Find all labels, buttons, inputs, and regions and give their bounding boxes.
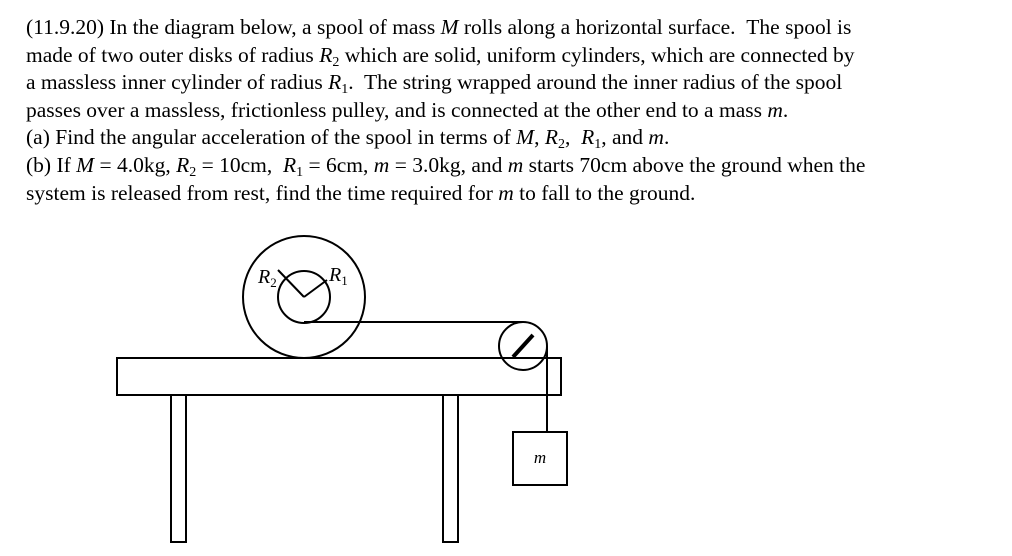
problem-line: (11.9.20) In the diagram below, a spool of mass M rolls along a horizontal surface. The spool is xyxy=(26,15,852,39)
table-leg-left xyxy=(171,395,186,542)
problem-line: made of two outer disks of radius $R_2$ which are solid, uniform cylinders, which are connected by xyxy=(26,42,855,70)
label-r2: $R_2$ xyxy=(258,266,277,290)
label-r1: $R_1$ xyxy=(329,264,348,288)
table-leg-right xyxy=(443,395,458,542)
table-top xyxy=(117,358,561,395)
mass-label: m xyxy=(533,448,547,467)
radius-r1-line xyxy=(304,280,327,297)
problem-line: a massless inner cylinder of radius $R_1$. The string wrapped around the inner radius of the spool xyxy=(26,70,843,98)
problem-line-part-a: (a) Find the angular acceleration of the spool in terms of M, $R_2$, $R_1$, and m. xyxy=(26,125,670,153)
problem-line-part-b: (b) If M = 4.0kg, $R_2 = 10cm$, $R_1 = 6cm$, m = 3.0kg, and m starts 70cm above the ground when the xyxy=(26,152,866,180)
problem-line: system is released from rest, find the time required for m to fall to the ground. xyxy=(26,180,696,205)
problem-line: passes over a massless, frictionless pulley, and is connected at the other end to a mass m. xyxy=(26,97,789,122)
pulley-bracket xyxy=(513,335,533,357)
